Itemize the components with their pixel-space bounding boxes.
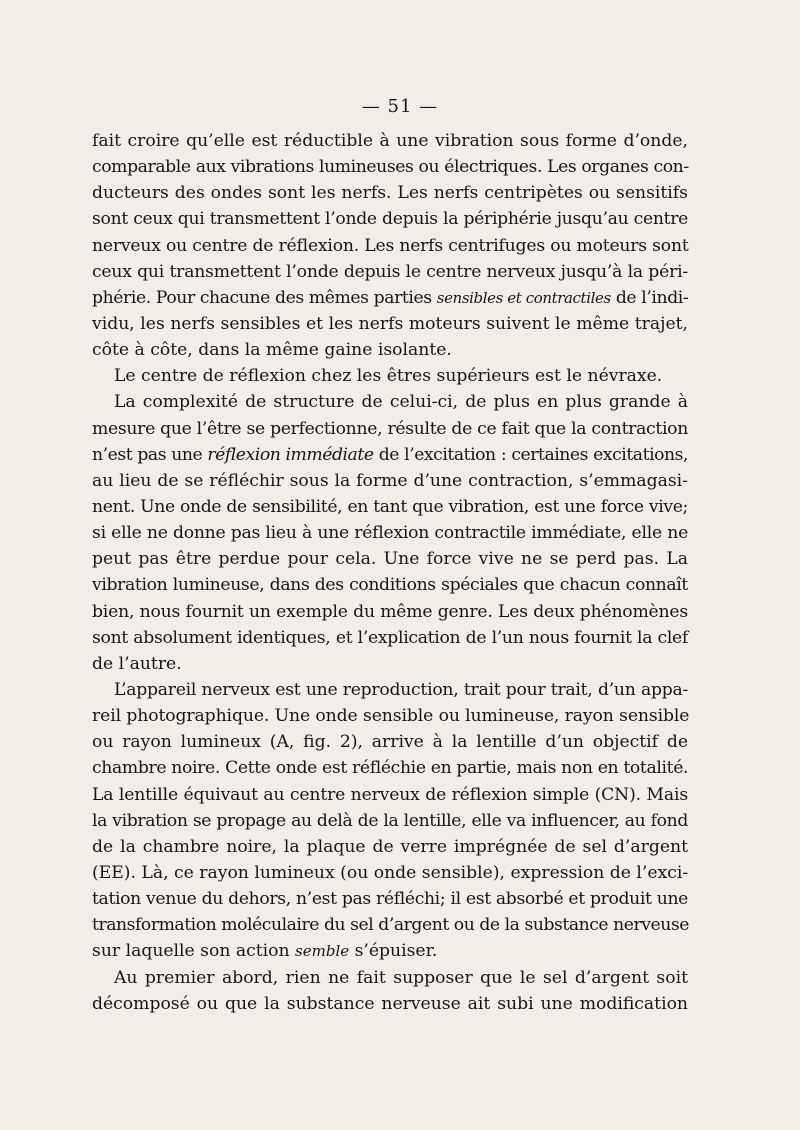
body-text xyxy=(92,128,688,1017)
text-line xyxy=(92,729,688,755)
text-run: décomposé ou que la substance nerveuse ait subi une modification xyxy=(92,993,688,1014)
text-run: sur laquelle son action xyxy=(92,941,296,962)
text-run: nerveux ou centre de réflexion. Les nerfs centrifuges ou moteurs sont xyxy=(92,235,689,256)
text-line xyxy=(92,599,688,625)
text-run: ducteurs des ondes sont les nerfs. Les nerfs centripètes ou sensitifs xyxy=(92,183,688,204)
text-run: sont absolument identiques, et l’explication de l’un nous fournit la clef xyxy=(92,627,688,648)
text-line xyxy=(92,520,688,546)
text-run: la vibration se propage au delà de la lentille, elle va influencer, au fond xyxy=(92,810,688,831)
text-line xyxy=(92,572,688,598)
text-run: bien, nous fournit un exemple du même genre. Les deux phénomènes xyxy=(92,601,688,622)
italic-text: réflexion immédiate xyxy=(207,444,374,465)
text-run: vibration lumineuse, dans des conditions spéciales que chacun connaît xyxy=(92,575,688,596)
text-run: Au premier abord, rien ne fait supposer que le sel d’argent soit xyxy=(114,967,688,988)
text-run: comparable aux vibrations lumineuses ou électriques. Les organes con- xyxy=(92,157,689,178)
text-line xyxy=(92,834,688,860)
text-run: au lieu de se réfléchir sous la forme d’une contraction, s’emmagasi- xyxy=(92,470,688,491)
text-line xyxy=(92,468,688,494)
text-run: n’est pas une xyxy=(92,444,208,465)
text-run: Le centre de réflexion chez les êtres supérieurs est le névraxe. xyxy=(114,366,663,387)
text-line xyxy=(92,337,688,363)
text-run: transformation moléculaire du sel d’argent ou de la substance nerveuse xyxy=(92,915,689,936)
text-run: si elle ne donne pas lieu à une réflexion contractile immédiate, elle ne xyxy=(92,523,688,544)
text-run: phérie. Pour chacune des mêmes parties xyxy=(92,287,437,308)
text-run: ceux qui transmettent l’onde depuis le centre nerveux jusqu’à la péri- xyxy=(92,261,688,282)
text-line xyxy=(92,494,688,520)
text-run: (EE). Là, ce rayon lumineux (ou onde sensible), expression de l’exci- xyxy=(92,862,689,883)
text-run: La lentille équivaut au centre nerveux de réflexion simple (CN). Mais xyxy=(92,784,688,805)
text-run: mesure que l’être se perfectionne, résulte de ce fait que la contraction xyxy=(92,418,688,439)
text-run: fait croire qu’elle est réductible à une vibration sous forme d’onde, xyxy=(92,131,688,151)
text-run: tation venue du dehors, n’est pas réfléchi; il est absorbé et produit une xyxy=(92,889,688,910)
text-line xyxy=(92,651,688,677)
text-run: côte à côte, dans la même gaine isolante. xyxy=(92,340,452,361)
text-line xyxy=(92,206,688,232)
text-line xyxy=(92,808,688,834)
text-line xyxy=(92,782,688,808)
page-number: — 51 — xyxy=(361,96,439,117)
text-line xyxy=(92,886,688,912)
text-run: de l’excitation : certaines excitations, xyxy=(373,444,689,465)
text-line xyxy=(92,912,688,938)
text-line xyxy=(92,154,688,180)
text-line xyxy=(92,991,688,1017)
text-line xyxy=(92,180,688,206)
text-run: nent. Une onde de sensibilité, en tant que vibration, est une force vive; xyxy=(92,496,688,517)
text-line xyxy=(92,860,688,886)
italic-text: sensibles et contractiles xyxy=(436,288,611,307)
text-line xyxy=(92,389,688,415)
text-run: vidu, les nerfs sensibles et les nerfs moteurs suivent le même trajet, xyxy=(92,313,688,334)
text-line xyxy=(92,755,688,781)
text-line xyxy=(92,442,688,468)
text-line xyxy=(92,625,688,651)
text-run: de la chambre noire, la plaque de verre imprégnée de sel d’argent xyxy=(92,836,688,857)
text-line xyxy=(92,677,688,703)
text-run: La complexité de structure de celui-ci, de plus en plus grande à xyxy=(114,392,688,413)
text-line xyxy=(92,128,688,154)
text-run: chambre noire. Cette onde est réfléchie en partie, mais non en totalité. xyxy=(92,758,689,779)
text-line xyxy=(92,285,688,311)
text-line xyxy=(92,546,688,572)
text-run: reil photographique. Une onde sensible ou lumineuse, rayon sensible xyxy=(92,706,690,727)
text-line xyxy=(92,938,688,964)
text-line xyxy=(92,703,688,729)
text-line xyxy=(92,233,688,259)
text-run: de l’indi- xyxy=(610,287,689,308)
text-line xyxy=(92,311,688,337)
text-run: s’épuiser. xyxy=(349,941,438,962)
text-line xyxy=(92,416,688,442)
text-run: peut pas être perdue pour cela. Une force vive ne se perd pas. La xyxy=(92,549,688,570)
text-line xyxy=(92,965,688,991)
text-run: de l’autre. xyxy=(92,653,182,674)
text-line xyxy=(92,363,688,389)
text-line xyxy=(92,259,688,285)
italic-text: semble xyxy=(295,942,350,961)
text-run: L’appareil nerveux est une reproduction, trait pour trait, d’un appa- xyxy=(114,679,688,700)
text-run: ou rayon lumineux (A, fig. 2), arrive à la lentille d’un objectif de xyxy=(92,732,688,753)
text-run: sont ceux qui transmettent l’onde depuis la périphérie jusqu’au centre xyxy=(92,209,688,230)
